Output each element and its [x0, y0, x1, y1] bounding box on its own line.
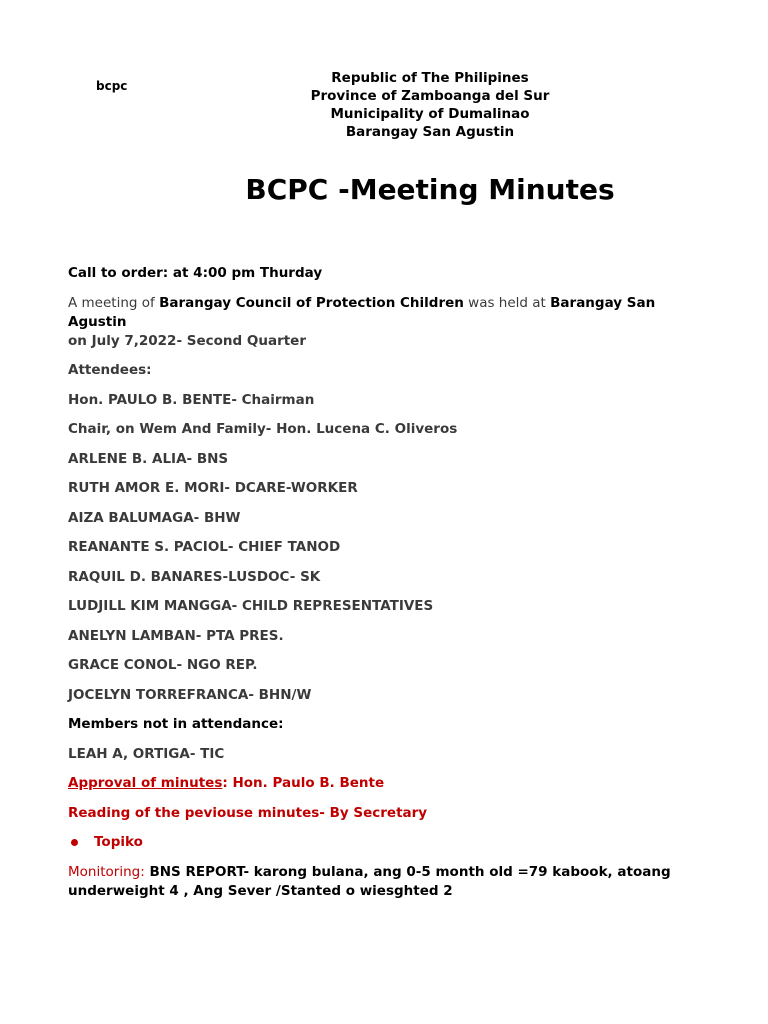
header-line: Republic of The Philipines: [331, 70, 529, 86]
attendee-item: JOCELYN TORREFRANCA- BHN/W: [68, 686, 312, 703]
meeting-date: on July 7,2022- Second Quarter: [68, 332, 306, 349]
meeting-place: Barangay San Agustin: [68, 294, 656, 330]
logo-text: bcpc: [96, 79, 128, 93]
intro-part2: was held at: [463, 294, 551, 311]
monitoring-line-2: underweight 4 , Ang Sever /Stanted o wiesghted 2: [68, 882, 453, 899]
monitoring-text: BNS REPORT- karong bulana, ang 0-5 month old =79 kabook, atoang: [144, 863, 671, 880]
attendee-item: RUTH AMOR E. MORI- DCARE-WORKER: [68, 480, 358, 496]
header-line: Municipality of Dumalinao: [330, 106, 530, 122]
approval-rest: : Hon. Paulo B. Bente: [222, 775, 385, 791]
attendee-item: LUDJILL KIM MANGGA- CHILD REPRESENTATIVES: [68, 598, 434, 614]
document-header: [230, 69, 630, 141]
topic-bullet-row: [68, 833, 708, 852]
header-line: Barangay San Agustin: [345, 124, 515, 140]
approval-label: Approval of minutes: [68, 775, 223, 791]
approval-line: [68, 774, 708, 793]
attendee-item: Hon. PAULO B. BENTE- Chairman: [68, 391, 315, 408]
attendee-item: REANANTE S. PACIOL- CHIEF TANOD: [68, 539, 341, 555]
document-body: [68, 264, 708, 901]
reading-line: Reading of the peviouse minutes- By Secretary: [68, 804, 428, 821]
topic-label: Topiko: [94, 834, 143, 850]
council-name: Barangay Council of Protection Children: [159, 294, 464, 311]
bullet-dot-icon: [71, 839, 78, 846]
attendee-item: ARLENE B. ALIA- BNS: [68, 450, 229, 467]
attendee-item: ANELYN LAMBAN- PTA PRES.: [68, 627, 284, 644]
header-line: Province of Zamboanga del Sur: [310, 88, 550, 104]
attendee-item: RAQUIL D. BANARES-LUSDOC- SK: [68, 568, 321, 585]
document-title: BCPC -Meeting Minutes: [245, 173, 615, 206]
attendee-item: AIZA BALUMAGA- BHW: [68, 509, 241, 526]
attendee-item: GRACE CONOL- NGO REP.: [68, 657, 258, 673]
absent-label: Members not in attendance:: [68, 716, 284, 732]
intro-part1: A meeting of: [68, 294, 160, 311]
meeting-intro: [68, 294, 708, 332]
monitoring-label: Monitoring:: [68, 863, 145, 880]
attendee-item: Chair, on Wem And Family- Hon. Lucena C. Oliveros: [68, 421, 458, 437]
attendees-label: Attendees:: [68, 362, 152, 378]
call-to-order: Call to order: at 4:00 pm Thurday: [68, 265, 323, 281]
monitoring-line: [68, 863, 708, 882]
absent-item: LEAH A, ORTIGA- TIC: [68, 745, 225, 762]
